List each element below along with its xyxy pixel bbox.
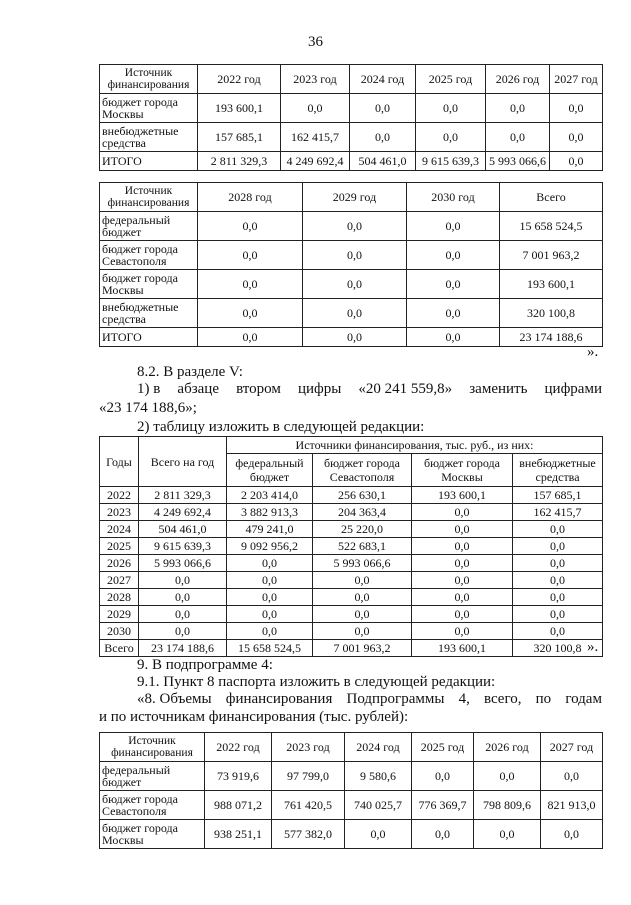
value-cell: 193 600,1 [412, 487, 513, 504]
closing-quote: ». [587, 344, 599, 360]
value-cell: 157 685,1 [198, 123, 281, 152]
year-cell: 2029 [100, 606, 139, 623]
value-cell: 2 811 329,3 [198, 152, 281, 171]
value-cell: 0,0 [412, 623, 513, 640]
value-cell: 97 799,0 [272, 762, 345, 791]
header-cell: 2022 год [198, 65, 281, 94]
table-row [100, 572, 603, 589]
word: по [535, 691, 552, 707]
value-cell: 0,0 [303, 299, 407, 328]
table-row [100, 555, 603, 572]
value-cell: 256 630,1 [313, 487, 412, 504]
value-cell: 5 993 066,6 [313, 555, 412, 572]
row-label: федеральный бюджет [100, 212, 198, 241]
value-cell: 157 685,1 [513, 487, 603, 504]
header-cell: Всего на год [139, 437, 227, 487]
header-cell: 2027 год [541, 733, 603, 762]
year-cell: 2030 [100, 623, 139, 640]
value-cell: 5 993 066,6 [486, 152, 550, 171]
value-cell: 776 369,7 [412, 791, 474, 820]
paragraph-1-continuation: «23 174 188,6»; [99, 400, 197, 416]
year-cell: 2025 [100, 538, 139, 555]
row-label: бюджет города Севастополя [100, 791, 205, 820]
table-row [100, 538, 603, 555]
value-cell: 0,0 [412, 589, 513, 606]
table-a [99, 64, 603, 171]
word: цифры [297, 381, 342, 397]
value-cell: 3 882 913,3 [227, 504, 313, 521]
table-row [100, 437, 603, 454]
table-b [99, 182, 603, 347]
table-row [100, 733, 603, 762]
value-cell: 320 100,8 [500, 299, 603, 328]
value-cell: 0,0 [513, 555, 603, 572]
header-cell: 2025 год [412, 733, 474, 762]
value-cell: 0,0 [350, 94, 416, 123]
value-cell: 5 993 066,6 [139, 555, 227, 572]
table-row [100, 94, 603, 123]
value-cell: 0,0 [513, 589, 603, 606]
row-label: внебюджетные средства [100, 123, 198, 152]
value-cell: 740 025,7 [345, 791, 412, 820]
header-cell: Источники финансирования, тыс. руб., из них: [227, 437, 603, 454]
word: «20 241 559,8» [358, 381, 453, 397]
value-cell: 0,0 [550, 94, 603, 123]
word: абзаце [177, 381, 219, 397]
table-row [100, 762, 603, 791]
header-cell: Источник финансирования [100, 65, 198, 94]
table-row [100, 791, 603, 820]
value-cell: 0,0 [407, 328, 500, 347]
row-label: бюджет города Москвы [100, 820, 205, 849]
table-row [100, 65, 603, 94]
row-label: бюджет города Москвы [100, 270, 198, 299]
value-cell: 0,0 [412, 820, 474, 849]
value-cell: 25 220,0 [313, 521, 412, 538]
value-cell: 0,0 [139, 572, 227, 589]
table-row [100, 183, 603, 212]
value-cell: 0,0 [313, 606, 412, 623]
value-cell: 938 251,1 [205, 820, 272, 849]
paragraph-8-2: 8.2. В разделе V: [137, 364, 243, 380]
value-cell: 0,0 [513, 572, 603, 589]
paragraph-8 [137, 690, 602, 709]
value-cell: 0,0 [416, 123, 486, 152]
value-cell: 193 600,1 [412, 640, 513, 657]
value-cell: 7 001 963,2 [313, 640, 412, 657]
value-cell: 0,0 [198, 241, 303, 270]
table-row [100, 123, 603, 152]
table-row [100, 504, 603, 521]
value-cell: 9 092 956,2 [227, 538, 313, 555]
year-cell: 2027 [100, 572, 139, 589]
value-cell: 504 461,0 [139, 521, 227, 538]
value-cell: 0,0 [550, 152, 603, 171]
value-cell: 9 580,6 [345, 762, 412, 791]
value-cell: 0,0 [350, 123, 416, 152]
header-cell: 2023 год [281, 65, 350, 94]
header-cell: Источник финансирования [100, 183, 198, 212]
value-cell: 504 461,0 [350, 152, 416, 171]
table-row [100, 299, 603, 328]
header-cell: Всего [500, 183, 603, 212]
value-cell: 73 919,6 [205, 762, 272, 791]
value-cell: 0,0 [198, 270, 303, 299]
value-cell: 0,0 [412, 572, 513, 589]
value-cell: 0,0 [412, 538, 513, 555]
row-label: внебюджетные средства [100, 299, 198, 328]
header-cell: бюджет города Москвы [412, 454, 513, 487]
word: годам [565, 691, 602, 707]
value-cell: 15 658 524,5 [500, 212, 603, 241]
table-c [99, 436, 603, 657]
header-cell: 2023 год [272, 733, 345, 762]
table-row [100, 328, 603, 347]
word: Подпрограммы [346, 691, 445, 707]
value-cell: 162 415,7 [281, 123, 350, 152]
value-cell: 0,0 [407, 241, 500, 270]
value-cell: 9 615 639,3 [416, 152, 486, 171]
table-row [100, 589, 603, 606]
value-cell: 0,0 [303, 212, 407, 241]
value-cell: 2 203 414,0 [227, 487, 313, 504]
header-cell: Годы [100, 437, 139, 487]
header-cell: 2024 год [345, 733, 412, 762]
paragraph-9-1: 9.1. Пункт 8 паспорта изложить в следующей редакции: [137, 674, 496, 690]
header-cell: 2030 год [407, 183, 500, 212]
header-cell: 2024 год [350, 65, 416, 94]
value-cell: 0,0 [486, 94, 550, 123]
value-cell: 193 600,1 [198, 94, 281, 123]
value-cell: 2 811 329,3 [139, 487, 227, 504]
value-cell: 0,0 [227, 589, 313, 606]
value-cell: 4 249 692,4 [281, 152, 350, 171]
value-cell: 988 071,2 [205, 791, 272, 820]
value-cell: 15 658 524,5 [227, 640, 313, 657]
value-cell: 23 174 188,6 [139, 640, 227, 657]
value-cell: 0,0 [412, 606, 513, 623]
value-cell: 0,0 [313, 623, 412, 640]
year-cell: 2022 [100, 487, 139, 504]
table-row [100, 270, 603, 299]
table-row [100, 606, 603, 623]
value-cell: 0,0 [407, 270, 500, 299]
header-cell: Источник финансирования [100, 733, 205, 762]
header-cell: 2025 год [416, 65, 486, 94]
table-row [100, 487, 603, 504]
value-cell: 0,0 [407, 299, 500, 328]
value-cell: 0,0 [474, 762, 541, 791]
word: 1) в [137, 381, 161, 397]
value-cell: 0,0 [513, 521, 603, 538]
header-cell: 2022 год [205, 733, 272, 762]
value-cell: 320 100,8 [513, 640, 603, 657]
page-number: 36 [308, 34, 323, 50]
header-cell: внебюджетные средства [513, 454, 603, 487]
header-cell: 2026 год [474, 733, 541, 762]
value-cell: 0,0 [313, 572, 412, 589]
table-row [100, 152, 603, 171]
value-cell: 0,0 [486, 123, 550, 152]
value-cell: 4 249 692,4 [139, 504, 227, 521]
table-row [100, 212, 603, 241]
value-cell: 0,0 [412, 504, 513, 521]
row-label: ИТОГО [100, 152, 198, 171]
row-label: бюджет города Москвы [100, 94, 198, 123]
value-cell: 0,0 [198, 299, 303, 328]
value-cell: 0,0 [550, 123, 603, 152]
value-cell: 193 600,1 [500, 270, 603, 299]
word: финансирования [225, 691, 333, 707]
year-cell: 2024 [100, 521, 139, 538]
word: цифрами [544, 381, 602, 397]
value-cell: 0,0 [474, 820, 541, 849]
header-cell: бюджет города Севастополя [313, 454, 412, 487]
value-cell: 7 001 963,2 [500, 241, 603, 270]
table-row [100, 241, 603, 270]
value-cell: 0,0 [412, 521, 513, 538]
value-cell: 0,0 [227, 623, 313, 640]
value-cell: 0,0 [303, 270, 407, 299]
value-cell: 798 809,6 [474, 791, 541, 820]
value-cell: 522 683,1 [313, 538, 412, 555]
header-cell: 2027 год [550, 65, 603, 94]
value-cell: 479 241,0 [227, 521, 313, 538]
value-cell: 0,0 [281, 94, 350, 123]
word: втором [236, 381, 281, 397]
value-cell: 0,0 [198, 212, 303, 241]
value-cell: 0,0 [513, 623, 603, 640]
value-cell: 821 913,0 [541, 791, 603, 820]
table-d [99, 732, 603, 849]
value-cell: 0,0 [198, 328, 303, 347]
value-cell: 0,0 [513, 606, 603, 623]
table-row [100, 623, 603, 640]
table-row [100, 820, 603, 849]
value-cell: 9 615 639,3 [139, 538, 227, 555]
value-cell: 0,0 [139, 589, 227, 606]
header-cell: 2028 год [198, 183, 303, 212]
value-cell: 0,0 [227, 555, 313, 572]
value-cell: 23 174 188,6 [500, 328, 603, 347]
value-cell: 0,0 [513, 538, 603, 555]
value-cell: 0,0 [407, 212, 500, 241]
table-row [100, 521, 603, 538]
value-cell: 0,0 [541, 820, 603, 849]
year-cell: Всего [100, 640, 139, 657]
value-cell: 0,0 [412, 555, 513, 572]
value-cell: 0,0 [541, 762, 603, 791]
word: заменить [469, 381, 528, 397]
paragraph-9: 9. В подпрограмме 4: [137, 657, 273, 673]
row-label: бюджет города Севастополя [100, 241, 198, 270]
value-cell: 0,0 [412, 762, 474, 791]
paragraph-2: 2) таблицу изложить в следующей редакции: [137, 419, 425, 435]
row-label: федеральный бюджет [100, 762, 205, 791]
table-row [100, 640, 603, 657]
value-cell: 0,0 [303, 328, 407, 347]
row-label: ИТОГО [100, 328, 198, 347]
header-cell: 2029 год [303, 183, 407, 212]
value-cell: 162 415,7 [513, 504, 603, 521]
header-cell: федеральный бюджет [227, 454, 313, 487]
year-cell: 2028 [100, 589, 139, 606]
value-cell: 0,0 [345, 820, 412, 849]
word: 4, [458, 691, 470, 707]
year-cell: 2023 [100, 504, 139, 521]
value-cell: 761 420,5 [272, 791, 345, 820]
word: всего, [483, 691, 522, 707]
value-cell: 577 382,0 [272, 820, 345, 849]
value-cell: 0,0 [139, 623, 227, 640]
year-cell: 2026 [100, 555, 139, 572]
value-cell: 0,0 [313, 589, 412, 606]
word: «8. Объемы [137, 691, 212, 707]
value-cell: 0,0 [227, 572, 313, 589]
value-cell: 204 363,4 [313, 504, 412, 521]
paragraph-8-continuation: и по источникам финансирования (тыс. рублей): [99, 709, 409, 725]
closing-quote: ». [587, 639, 599, 655]
header-cell: 2026 год [486, 65, 550, 94]
value-cell: 0,0 [303, 241, 407, 270]
value-cell: 0,0 [227, 606, 313, 623]
value-cell: 0,0 [139, 606, 227, 623]
paragraph-1 [137, 380, 602, 399]
value-cell: 0,0 [416, 94, 486, 123]
